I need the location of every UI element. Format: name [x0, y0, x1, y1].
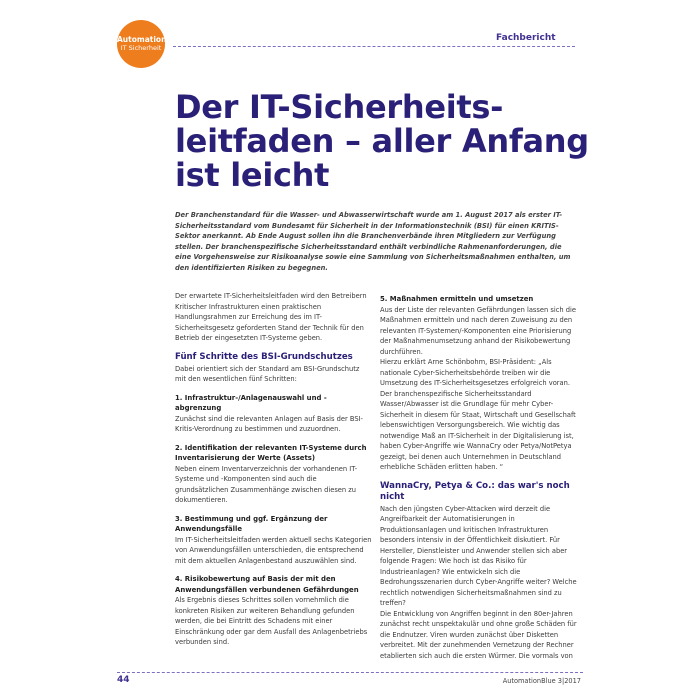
- article-lead: Der Branchenstandard für die Wasser- und Abwasserwirtschaft wurde am 1. August 2017 als erster IT-Sicherheitsstandard vom Bundesamt für Sicherheit in der Informationstechnik (BSI) für einen KRITIS-Sektor anerkannt. Ab Ende August sollen ihn die Branchenverbände ihren Mitgliedern zur Verfügung stellen. Der branchenspezifische Sicherheitsstandard enthält verbindliche Rahmenanforderungen, die eine Vorgehensweise zur Risikoanalyse sowie eine Sammlung von Sicherheitsmaßnahmen enthalten, um den identifizierten Risiken zu begegnen.: [175, 211, 571, 272]
- badge-category: Automation: [117, 35, 167, 44]
- step-1-text: Zunächst sind die relevanten Anlagen auf Basis der BSI-Kritis-Verordnung zu bestimmen und zuzuordnen.: [175, 414, 363, 433]
- steps-intro: Dabei orientiert sich der Standard am BSI-Grundschutz mit den wesentlichen fünf Schritten:: [175, 364, 360, 383]
- right-column: [380, 294, 577, 669]
- section-label: Fachbericht: [496, 33, 556, 43]
- heading-wannacry: WannaCry, Petya & Co.: das war's noch nicht: [380, 480, 570, 502]
- step-1-heading: 1. Infrastruktur-/Anlagenauswahl und -abgrenzung: [175, 393, 327, 412]
- step-4-heading: 4. Risikobewertung auf Basis der mit den Anwendungsfällen verbundenen Gefährdungen: [175, 575, 359, 594]
- wannacry-text-2: Die Entwicklung von Angriffen beginnt in den 80er-Jahren zunächst recht unspektakulär und ohne große Schäden für die Endnutzer. Viren wurden zunächst über Disketten verbreitet. Mit der zunehmenden Vernetzung der Rechner etablierten sich auch die ersten Würmer. Die vormals von: [380, 609, 577, 660]
- badge-subcategory: IT Sicherheit: [120, 44, 162, 52]
- step-2-heading: 2. Identifikation der relevanten IT-Systeme durch Inventarisierung der Werte (Assets): [175, 443, 367, 462]
- left-column: [175, 291, 372, 656]
- issue-label: AutomationBlue 3|2017: [502, 677, 581, 685]
- step-5-heading: 5. Maßnahmen ermitteln und umsetzen: [380, 295, 534, 303]
- step-2-text: Neben einem Inventarverzeichnis der vorhandenen IT-Systeme und -Komponenten sind auch die grundsätzlichen Zusammenhänge zwischen diesen zu dokumentieren.: [175, 464, 358, 504]
- step-4-text: Als Ergebnis dieses Schrittes sollen vornehmlich die konkreten Risiken zur weiteren Behandlung gefunden werden, die bei Eintritt des Schadens mit einer Einschränkung oder gar dem Ausfall des Anlagenbetriebs verbunden sind.: [175, 596, 368, 646]
- header-divider: [173, 46, 575, 47]
- bsi-quote: Hierzu erklärt Arne Schönbohm, BSI-Präsident: „Als nationale Cyber-Sicherheitsbehörde treiben wir die Umsetzung des IT-Sicherheitsgesetzes erfolgreich voran. Der branchenspezifische Sicherheitsstandard Wasser/Abwasser ist die Grundlage für mehr Cyber-Sicherheit in diesem für Staat, Wirtschaft und Gesellschaft lebenswichtigen Versorgungsbereich. Wie wichtig das notwendige Maß an IT-Sicherheit in der Digitalisierung ist, haben Cyber-Angriffe wie WannaCry oder Petya/NotPetya gezeigt, bei denen auch Unternehmen in Deutschland erhebliche Schäden erlitten haben. “: [380, 358, 576, 471]
- category-badge: [117, 20, 165, 68]
- step-3-heading: 3. Bestimmung und ggf. Ergänzung der Anwendungsfälle: [175, 514, 328, 533]
- intro-paragraph: Der erwartete IT-Sicherheitsleitfaden wird den Betreibern Kritischer Infrastrukturen einen praktischen Handlungsrahmen zur Erreichung des im IT-Sicherheitsgesetz geforderten Stand der Technik für den Betrieb der eingesetzten IT-Systeme geben.: [175, 292, 367, 342]
- heading-five-steps: Fünf Schritte des BSI-Grundschutzes: [175, 351, 353, 362]
- wannacry-text-1: Nach den jüngsten Cyber-Attacken wird derzeit die Angreifbarkeit der Automatisierungen in Produktionsanlagen und kritischen Infrastrukturen besonders intensiv in der Öffentlichkeit diskutiert. Für Hersteller, Dienstleister und Anwender stellen sich aber folgende Fragen: Wie hoch ist das Risiko für Industrieanlagen? Wie entwickeln sich die Bedrohungsszenarien durch Cyber-Angriffe weiter? Welche rechtlich notwendigen Sicherheitsmaßnahmen sind zu treffen?: [380, 504, 577, 607]
- step-3-text: Im IT-Sicherheitsleitfaden werden aktuell sechs Kategorien von Anwendungsfällen unterschieden, die entsprechend mit dem aktuellen Anlagenbestand auszuwählen sind.: [175, 535, 372, 565]
- page-number: 44: [117, 675, 130, 685]
- footer-divider: [117, 672, 583, 673]
- step-5-text: Aus der Liste der relevanten Gefährdungen lassen sich die Maßnahmen ermitteln und nach deren Zuweisung zu den relevanten IT-Systemen/-Komponenten eine Priorisierung der Maßnahmenumsetzung anhand der Risikobewertung durchführen.: [380, 305, 576, 356]
- article-title: Der IT-Sicherheits-leitfaden – aller Anfang ist leicht: [175, 88, 589, 194]
